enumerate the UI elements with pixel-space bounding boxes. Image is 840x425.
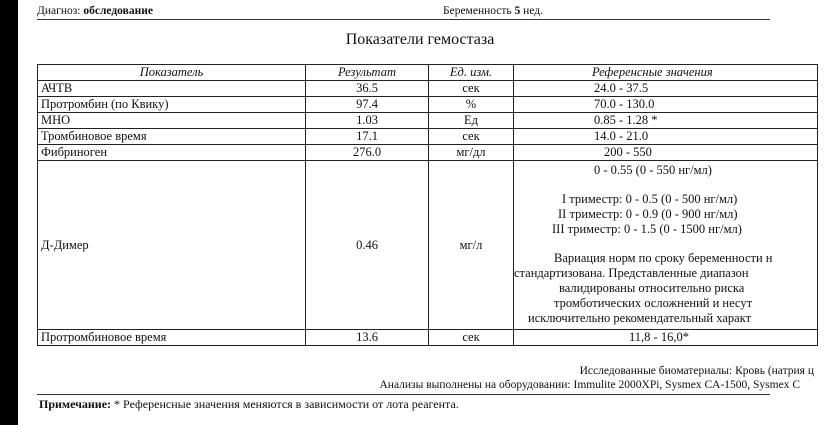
row-ref: 0.85 - 1.28 * — [514, 113, 818, 129]
ddimer-ref-t2: II триместр: 0 - 0.9 (0 - 900 нг/мл) — [558, 207, 738, 221]
footnote — [39, 397, 459, 412]
row-result: 0.46 — [306, 161, 429, 330]
ddimer-ref-cell — [514, 161, 818, 330]
ddimer-ref-note-2: стандартизована. Представленные диапазон — [514, 266, 749, 280]
ddimer-ref-main: 0 - 0.55 (0 - 550 нг/мл) — [594, 163, 712, 177]
row-result: 97.4 — [306, 97, 429, 113]
col-header-result: Результат — [306, 65, 429, 81]
row-unit: Ед — [429, 113, 514, 129]
report-header — [37, 0, 770, 20]
pregnancy-label: Беременность — [443, 5, 512, 17]
row-name: Протромбиновое время — [38, 330, 306, 346]
row-unit: сек — [429, 81, 514, 97]
equipment-line — [37, 379, 800, 395]
col-header-reference: Референсные значения — [514, 65, 818, 81]
row-name: АЧТВ — [38, 81, 306, 97]
row-ref: 70.0 - 130.0 — [514, 97, 818, 113]
diagnosis — [37, 5, 153, 17]
table-row — [38, 145, 818, 161]
row-result: 276.0 — [306, 145, 429, 161]
ddimer-ref-note-3: валидированы относительно риска — [559, 281, 745, 295]
row-unit: сек — [429, 129, 514, 145]
row-name: Д-Димер — [38, 161, 306, 330]
diagnosis-value: обследование — [83, 5, 153, 17]
footnote-text: * Референсные значения меняются в зависимости от лота реагента. — [111, 397, 459, 411]
diagnosis-label: Диагноз: — [37, 5, 81, 17]
row-name: МНО — [38, 113, 306, 129]
hemostasis-table — [37, 64, 818, 346]
row-unit: мг/дл — [429, 145, 514, 161]
dark-edge-strip — [0, 0, 18, 425]
row-name: Протромбин (по Квику) — [38, 97, 306, 113]
col-header-unit: Ед. изм. — [429, 65, 514, 81]
row-result: 17.1 — [306, 129, 429, 145]
row-name: Фибриноген — [38, 145, 306, 161]
pregnancy — [443, 5, 543, 17]
ddimer-ref-note-5: исключительно рекомендательный характ — [528, 311, 752, 325]
row-ref: 14.0 - 21.0 — [514, 129, 818, 145]
table-row — [38, 129, 818, 145]
biomaterials-line: Исследованные биоматериалы: Кровь (натрия ц — [579, 365, 814, 377]
col-header-indicator: Показатель — [38, 65, 306, 81]
table-row — [38, 81, 818, 97]
pregnancy-unit: нед. — [523, 5, 544, 17]
footnote-label: Примечание: — [39, 397, 112, 411]
row-unit: сек — [429, 330, 514, 346]
row-unit: % — [429, 97, 514, 113]
row-unit: мг/л — [429, 161, 514, 330]
page-title: Показатели гемостаза — [345, 31, 495, 48]
table-header-row — [38, 65, 818, 81]
table-row-pt — [38, 330, 818, 346]
row-ref: 200 - 550 — [514, 145, 818, 161]
ddimer-ref-note-4: тромботических осложнений и несут — [554, 296, 753, 310]
row-ref: 24.0 - 37.5 — [514, 81, 818, 97]
table-row-ddimer — [38, 161, 818, 330]
ddimer-ref-t1: I триместр: 0 - 0.5 (0 - 500 нг/мл) — [562, 192, 738, 206]
row-result: 36.5 — [306, 81, 429, 97]
equipment-text: Анализы выполнены на оборудовании: Immulite 2000XPi, Sysmex CA-1500, Sysmex C — [379, 379, 800, 391]
table-row — [38, 97, 818, 113]
row-ref: 11,8 - 16,0* — [514, 330, 818, 346]
row-result: 1.03 — [306, 113, 429, 129]
pregnancy-weeks: 5 — [514, 5, 521, 17]
table-row — [38, 113, 818, 129]
row-name: Тромбиновое время — [38, 129, 306, 145]
row-result: 13.6 — [306, 330, 429, 346]
ddimer-ref-note-1: Вариация норм по сроку беременности н — [554, 251, 773, 265]
ddimer-ref-t3: III триместр: 0 - 1.5 (0 - 1500 нг/мл) — [552, 222, 742, 236]
